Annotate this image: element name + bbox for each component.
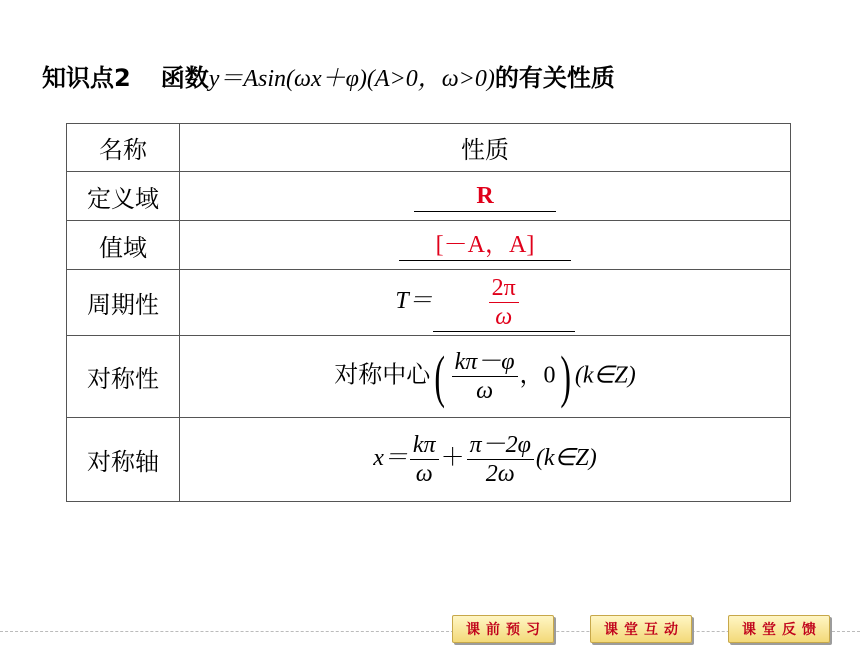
header-property: 性质	[180, 124, 791, 172]
title-suffix: 的有关性质	[494, 64, 615, 92]
bottom-nav	[452, 615, 830, 645]
symmetry-lead: 对称中心	[334, 360, 431, 389]
axis-frac1-den: ω	[415, 461, 433, 487]
table-row-domain	[67, 172, 791, 221]
axis-lhs: x＝	[373, 445, 408, 472]
axis-frac1-num: kπ	[412, 432, 436, 458]
row-prop-domain	[180, 172, 791, 221]
axis-fraction-2	[467, 431, 534, 488]
axis-frac2-den: 2ω	[485, 461, 515, 487]
symmetry-tail: (k∈Z)	[574, 362, 636, 389]
left-paren: (	[434, 343, 446, 409]
table-row-range	[67, 221, 791, 270]
period-frac-num: 2π	[491, 274, 516, 301]
table-row-period	[67, 270, 791, 336]
row-name-axis: 对称轴	[67, 418, 180, 502]
title-formula: y＝Asin(ωx＋φ)(A>0，ω>0)	[208, 66, 495, 92]
period-lhs: T＝	[395, 287, 433, 314]
table-row-axis	[67, 418, 791, 502]
nav-button-feedback[interactable]: 课堂反馈	[728, 615, 830, 643]
axis-frac2-num: π－2φ	[469, 432, 531, 458]
period-answer-blank	[433, 274, 575, 332]
row-name-range: 值域	[67, 221, 180, 270]
page-title	[42, 58, 615, 93]
axis-plus: ＋	[440, 445, 465, 472]
range-answer: [－A，A]	[399, 230, 571, 261]
row-prop-range	[180, 221, 791, 270]
nav-button-classroom[interactable]: 课堂互动	[590, 615, 692, 643]
title-prefix: 知识点2	[42, 64, 131, 92]
table-row-symmetry	[67, 336, 791, 418]
axis-tail: (k∈Z)	[535, 445, 597, 472]
row-prop-period	[180, 270, 791, 336]
symmetry-after-frac: ，0	[519, 362, 556, 389]
right-paren: )	[559, 343, 571, 409]
row-name-domain: 定义域	[67, 172, 180, 221]
nav-button-preview[interactable]: 课前预习	[452, 615, 554, 643]
properties-table	[66, 123, 791, 502]
header-name: 名称	[67, 124, 180, 172]
row-prop-symmetry	[180, 336, 791, 418]
table-header-row	[67, 124, 791, 172]
period-fraction	[489, 274, 519, 331]
axis-fraction-1	[410, 431, 439, 488]
symmetry-fraction	[452, 348, 518, 405]
symmetry-frac-num: kπ－φ	[454, 349, 515, 375]
title-text-pre: 函数	[160, 64, 209, 92]
domain-answer: R	[414, 181, 556, 212]
period-frac-den: ω	[495, 303, 513, 330]
row-name-period: 周期性	[67, 270, 180, 336]
row-name-symmetry: 对称性	[67, 336, 180, 418]
symmetry-frac-den: ω	[476, 378, 494, 404]
row-prop-axis	[180, 418, 791, 502]
